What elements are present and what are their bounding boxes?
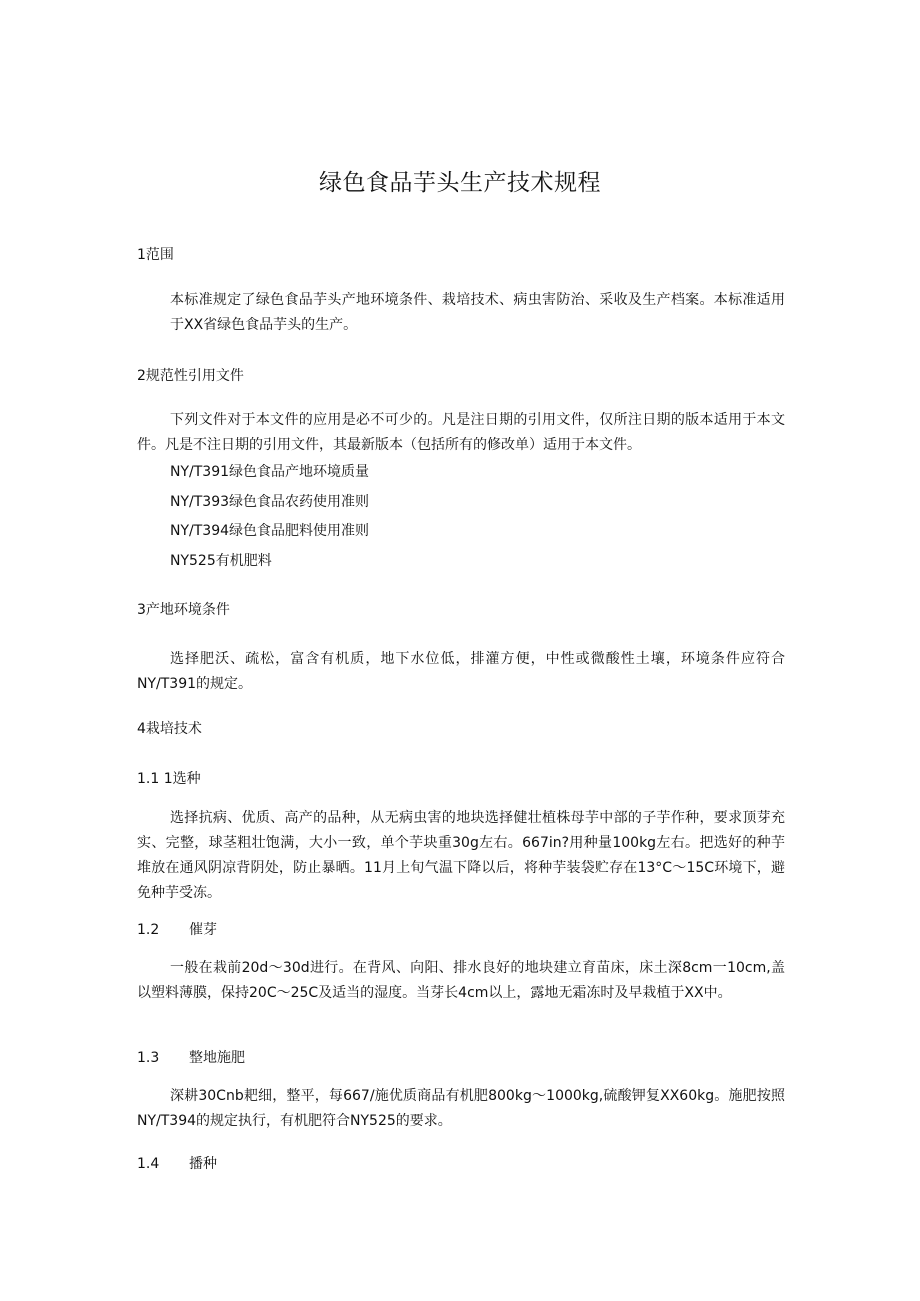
section-heading-cultivation: 4栽培技术 [137, 721, 202, 737]
subsection-paragraph-soil-preparation: 深耕30Cnb耙细，整平，每667/施优质商品有机肥800kg～1000kg,硫酸钾复XX60kg。施肥按照NY/T394的规定执行，有机肥符合NY525的要求。 [137, 1088, 785, 1129]
reference-item: NY/T393绿色食品农药使用准则 [170, 494, 370, 510]
subsection-heading-sowing [137, 1154, 217, 1174]
reference-item: NY525有机肥料 [170, 553, 272, 569]
section-paragraph-environment: 选择肥沃、疏松，富含有机质，地下水位低，排灌方便，中性或微酸性土壤，环境条件应符合NY/T391的规定。 [137, 651, 785, 692]
subsection-label: 整地施肥 [189, 1050, 245, 1066]
subsection-heading-seed-selection: 1.1 1选种 [137, 771, 201, 787]
subsection-number: 1.2 [137, 922, 160, 938]
subsection-heading-soil-preparation [137, 1048, 245, 1068]
reference-item: NY/T394绿色食品肥料使用准则 [170, 523, 370, 539]
section-heading-environment: 3产地环境条件 [137, 602, 230, 618]
subsection-number: 1.4 [137, 1156, 160, 1172]
document-title: 绿色食品芋头生产技术规程 [319, 170, 601, 196]
section-heading-normative-references: 2规范性引用文件 [137, 368, 244, 384]
subsection-paragraph-sprouting: 一般在栽前20d～30d进行。在背风、向阳、排水良好的地块建立育苗床，床土深8cm一10cm,盖以塑料薄膜，保持20C～25C及适当的湿度。当芽长4cm以上，露地无霜冻时及早栽植于XX中。 [137, 960, 785, 1001]
section-paragraph-scope: 本标准规定了绿色食品芋头产地环境条件、栽培技术、病虫害防治、采收及生产档案。本标准适用于XX省绿色食品芋头的生产。 [170, 292, 785, 333]
subsection-number: 1.3 [137, 1050, 160, 1066]
subsection-label: 播种 [189, 1156, 217, 1172]
section-paragraph-normative-references: 下列文件对于本文件的应用是必不可少的。凡是注日期的引用文件，仅所注日期的版本适用于本文件。凡是不注日期的引用文件，其最新版本（包括所有的修改单）适用于本文件。 [137, 412, 785, 453]
reference-item: NY/T391绿色食品产地环境质量 [170, 464, 370, 480]
subsection-label: 催芽 [189, 922, 217, 938]
subsection-heading-sprouting [137, 920, 217, 940]
subsection-paragraph-seed-selection: 选择抗病、优质、高产的品种，从无病虫害的地块选择健壮植株母芋中部的子芋作种，要求顶芽充实、完整，球茎粗壮饱满，大小一致，单个芋块重30g左右。667in?用种量100kg左右。把选好的种芋堆放在通风阴凉背阴处，防止暴晒。11月上旬气温下降以后，将种芋装袋贮存在13°C～15C环境下，避免种芋受冻。 [137, 810, 785, 901]
section-heading-scope: 1范围 [137, 247, 174, 263]
